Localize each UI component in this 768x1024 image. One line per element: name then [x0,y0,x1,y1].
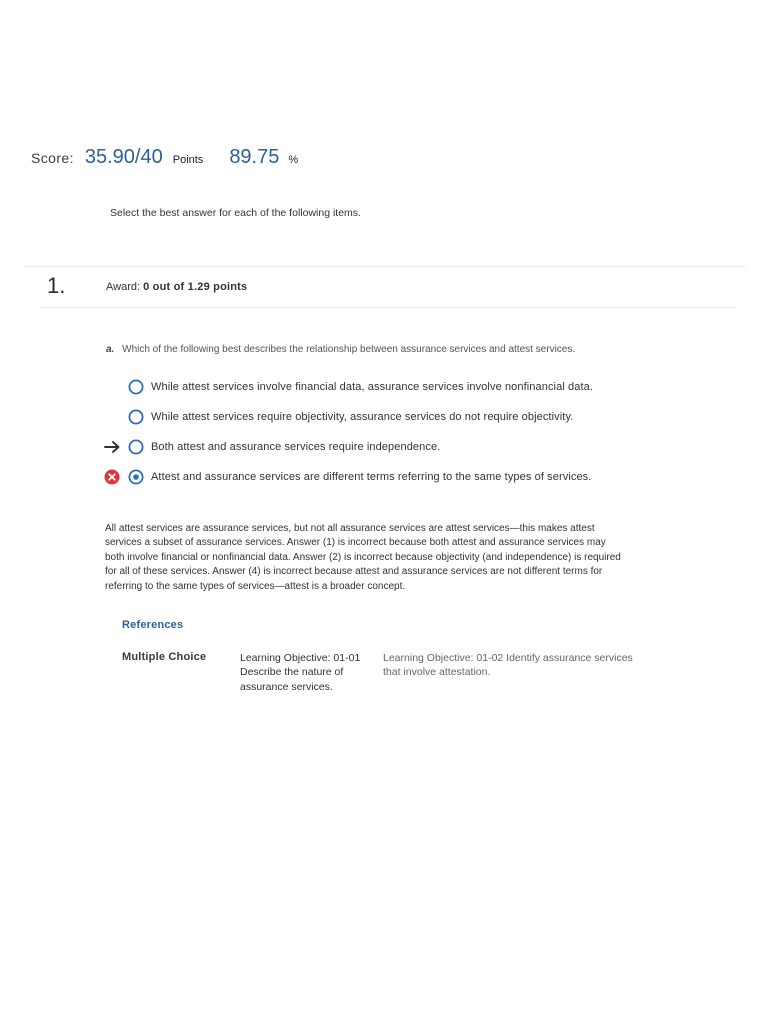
answer-choice[interactable] [104,436,664,458]
instructions-text: Select the best answer for each of the following items. [110,207,361,219]
answer-choice[interactable] [104,376,664,398]
choice-text: While attest services require objectivity, assurance services do not require objectivity. [151,411,574,423]
choice-text: While attest services involve financial data, assurance services involve nonfinancial data. [151,381,593,393]
percent-value: 89.75 [229,146,280,168]
score-value: 35.90/40 [84,146,163,168]
percent-unit: % [288,154,299,166]
radio-unselected-icon[interactable] [128,409,144,425]
answer-choice[interactable] [104,406,664,428]
correct-answer-arrow-icon [104,438,128,456]
question-number: 1. [47,273,66,298]
radio-unselected-icon[interactable] [128,439,144,455]
score-label: Score: [31,150,74,166]
radio-selected-icon[interactable] [128,469,144,485]
reference-learning-objective: Learning Objective: 01-01 Describe the nature of assurance services. [240,652,361,693]
reference-learning-objective: Learning Objective: 01-02 Identify assurance services that involve attestation. [383,652,633,679]
score-summary [31,146,298,174]
points-unit: Points [172,154,204,166]
answer-choice[interactable] [104,466,664,488]
answer-explanation: All attest services are assurance services, but not all assurance services are attest services—this makes attest services a subset of assurance services. Answer (1) is incorrect because both attest and assurance services may both involve financial or nonfinancial data. Answer (2) is incorrect because objectivity (and independence) is required for all of these services. Answer (4) is incorrect because attest and assurance services are not different terms for referring to the same types of services—attest is a broader concept. [105,523,621,592]
prompt-letter: a. [106,344,115,355]
choice-marker-empty [104,378,128,396]
award-value: 0 out of 1.29 points [143,281,248,293]
choice-marker-empty [104,408,128,426]
question-divider-top [24,266,746,267]
radio-unselected-icon[interactable] [128,379,144,395]
choice-text: Attest and assurance services are different terms referring to the same types of services. [151,471,592,483]
question-prompt [106,344,575,355]
award-divider [40,307,736,308]
reference-question-type: Multiple Choice [122,651,207,663]
references-heading: References [122,619,184,631]
prompt-text: Which of the following best describes the relationship between assurance services and attest services. [122,344,576,355]
incorrect-x-icon [104,468,128,486]
award-line [106,281,247,293]
award-label: Award: [106,281,141,293]
choice-text: Both attest and assurance services require independence. [151,441,441,453]
